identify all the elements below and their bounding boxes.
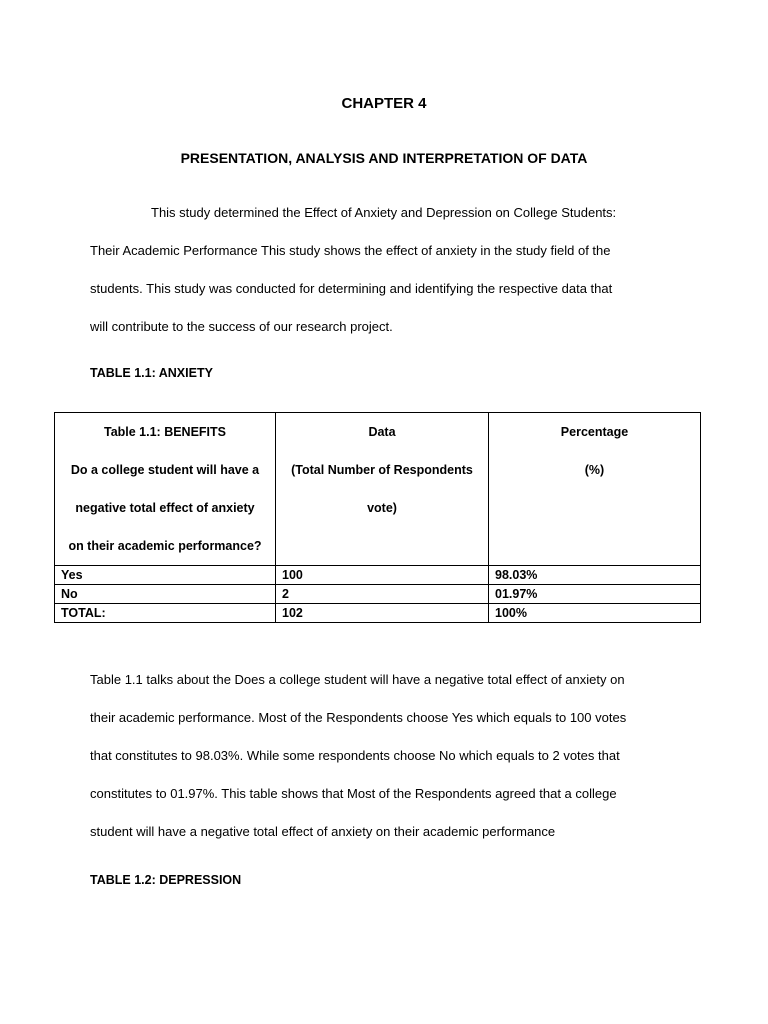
anxiety-table [54, 412, 701, 623]
table-row [55, 604, 701, 623]
intro-paragraph [90, 194, 690, 346]
table-cell: No [55, 585, 276, 604]
analysis-line: that constitutes to 98.03%. While some respondents choose No which equals to 2 votes that [90, 748, 620, 763]
header-text: (Total Number of Respondents [291, 463, 473, 477]
analysis-line: their academic performance. Most of the Respondents choose Yes which equals to 100 votes [90, 710, 627, 725]
header-cell-data [276, 413, 489, 566]
header-cell-percentage [489, 413, 701, 566]
table-cell: Yes [55, 566, 276, 585]
table-cell: 98.03% [489, 566, 701, 585]
header-text: on their academic performance? [68, 539, 262, 553]
table-2-label: TABLE 1.2: DEPRESSION [90, 873, 242, 887]
table-cell: 102 [276, 604, 489, 623]
table-cell: 100% [489, 604, 701, 623]
table-cell: TOTAL: [55, 604, 276, 623]
chapter-title: PRESENTATION, ANALYSIS AND INTERPRETATION OF DATA [180, 150, 588, 166]
header-text: Percentage [560, 425, 629, 439]
intro-line: This study determined the Effect of Anxiety and Depression on College Students: [151, 205, 617, 220]
table-cell: 01.97% [489, 585, 701, 604]
table-header-row [55, 413, 701, 566]
header-text: Data [368, 425, 396, 439]
header-text: vote) [367, 501, 397, 515]
intro-line: students. This study was conducted for determining and identifying the respective data that [90, 281, 613, 296]
header-text: (%) [584, 463, 605, 477]
table-row [55, 585, 701, 604]
header-text: negative total effect of anxiety [75, 501, 255, 515]
analysis-paragraph [90, 661, 690, 851]
header-text: Do a college student will have a [70, 463, 260, 477]
header-cell-question [55, 413, 276, 566]
analysis-line: constitutes to 01.97%. This table shows that Most of the Respondents agreed that a college [90, 786, 617, 801]
intro-line: Their Academic Performance This study shows the effect of anxiety in the study field of the [90, 243, 611, 258]
table-1-label: TABLE 1.1: ANXIETY [90, 366, 213, 380]
table-cell: 2 [276, 585, 489, 604]
chapter-heading: CHAPTER 4 [341, 95, 427, 112]
table-row [55, 566, 701, 585]
intro-line: will contribute to the success of our research project. [90, 319, 393, 334]
table-cell: 100 [276, 566, 489, 585]
analysis-line: student will have a negative total effect of anxiety on their academic performance [90, 824, 556, 839]
header-text: Table 1.1: BENEFITS [103, 425, 226, 439]
analysis-line: Table 1.1 talks about the Does a college student will have a negative total effect of anxiety on [90, 672, 625, 687]
